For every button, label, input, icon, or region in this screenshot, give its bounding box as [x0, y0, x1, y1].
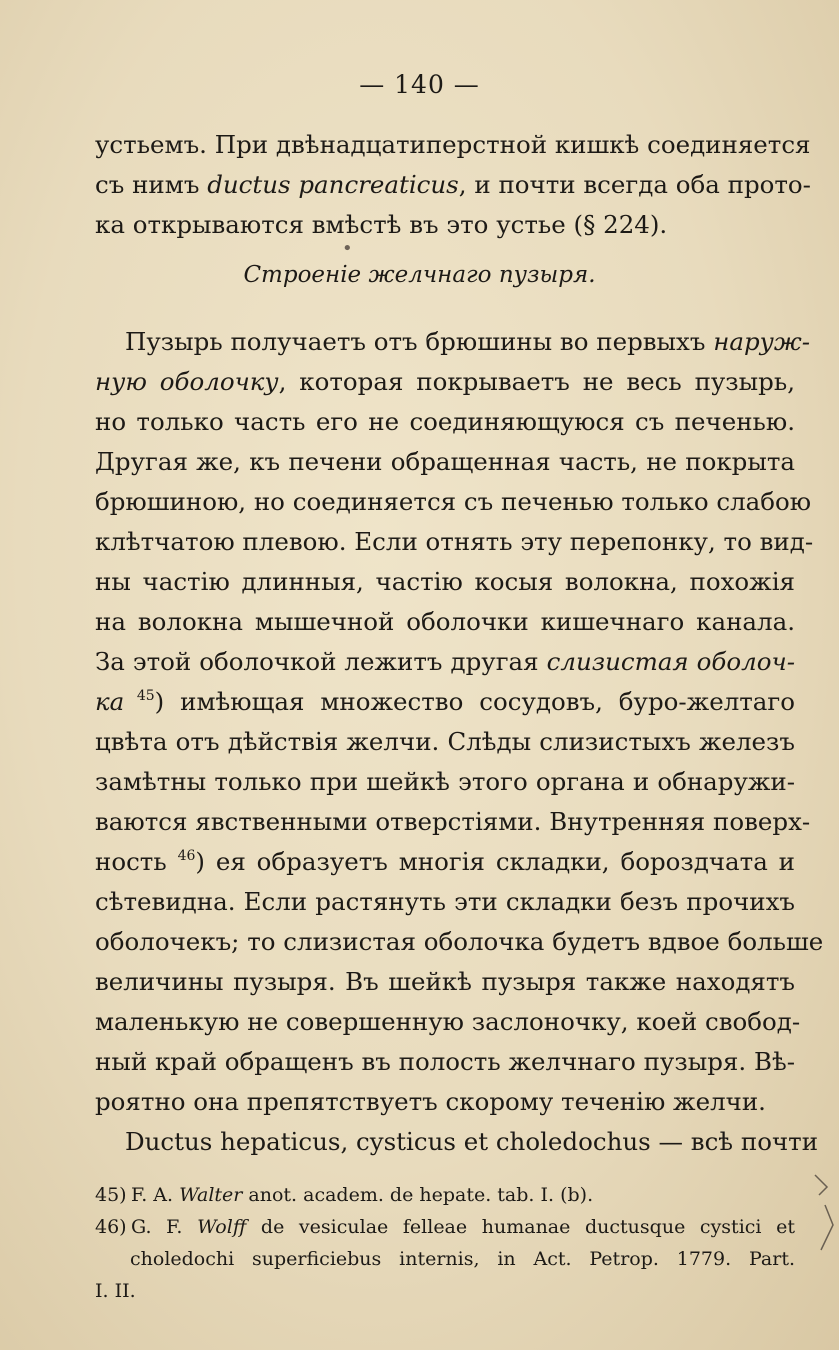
text-line-7: Другая же, къ печени обращенная часть, не покрыта: [95, 447, 795, 476]
footnote-46: 46) G. F. Wolff de vesiculae felleae humanae ductusque cystici et: [95, 1216, 795, 1238]
text-line-8: брюшиною, но соединяется съ печенью только слабою: [95, 487, 812, 516]
text-line-9: клѣтчатою плевою. Если отнять эту перепонку, то вид-: [95, 527, 814, 556]
page-edge-mark: [811, 1165, 835, 1255]
footnote-46-line-2: choledochi superficiebus internis, in Act. Petrop. 1779. Part.: [130, 1248, 795, 1270]
text-line-11: на волокна мышечной оболочки кишечнаго канала.: [95, 607, 795, 636]
text-line-2: съ нимъ ductus pancreaticus, и почти всегда оба прото-: [95, 170, 811, 199]
text-line-18: сѣтевидна. Если растянуть эти складки безъ прочихъ: [95, 887, 795, 916]
text-line-23: роятно она препятствуетъ скорому теченію желчи.: [95, 1087, 766, 1116]
text-line-15: замѣтны только при шейкѣ этого органа и обнаружи-: [95, 767, 795, 796]
page-number: — 140 —: [359, 70, 480, 99]
text-line-5: ную оболочку, которая покрываетъ не весь пузырь,: [95, 367, 795, 396]
text-line-17: ность $^{46}$) ея образуетъ многія складки, бороздчата и: [95, 847, 796, 876]
text-line-24: Ductus hepaticus, cysticus et choledochus — всѣ почти: [125, 1127, 819, 1156]
footnote-ref-45: 45: [124, 688, 155, 704]
text-line-1: устьемъ. При двѣнадцатиперстной кишкѣ соединяется: [95, 130, 811, 159]
text-line-3: ка открываются вмѣстѣ въ это устье (§ 224).: [95, 210, 668, 239]
footnote-ref-46: 46: [177, 848, 196, 864]
ink-fleck: •: [342, 238, 353, 259]
section-heading: Строеніе желчнаго пузыря.: [243, 262, 596, 288]
text-line-20: величины пузыря. Въ шейкѣ пузыря также находятъ: [95, 967, 795, 996]
footnote-46-line-3: I. II.: [95, 1280, 136, 1302]
text-line-16: ваются явственными отверстіями. Внутренняя поверх-: [95, 807, 811, 836]
text-line-10: ны частію длинныя, частію косыя волокна, похожія: [95, 567, 795, 596]
text-line-21: маленькую не совершенную заслоночку, коей свобод-: [95, 1007, 801, 1036]
text-line-13: ка $^{45}$) имѣющая множество сосудовъ, буро-желтаго: [95, 687, 795, 716]
text-line-6: но только часть его не соединяющуюся съ печенью.: [95, 407, 795, 436]
footnote-45: 45) F. A. Walter anot. academ. de hepate. tab. I. (b).: [95, 1184, 594, 1206]
text-line-19: оболочекъ; то слизистая оболочка будетъ вдвое больше: [95, 927, 824, 956]
text-line-12: За этой оболочкой лежитъ другая слизистая оболоч-: [95, 647, 795, 676]
text-line-4: Пузырь получаетъ отъ брюшины во первыхъ наруж-: [125, 327, 811, 356]
text-line-14: цвѣта отъ дѣйствія желчи. Слѣды слизистыхъ железъ: [95, 727, 795, 756]
text-line-22: ный край обращенъ въ полость желчнаго пузыря. Вѣ-: [95, 1047, 795, 1076]
